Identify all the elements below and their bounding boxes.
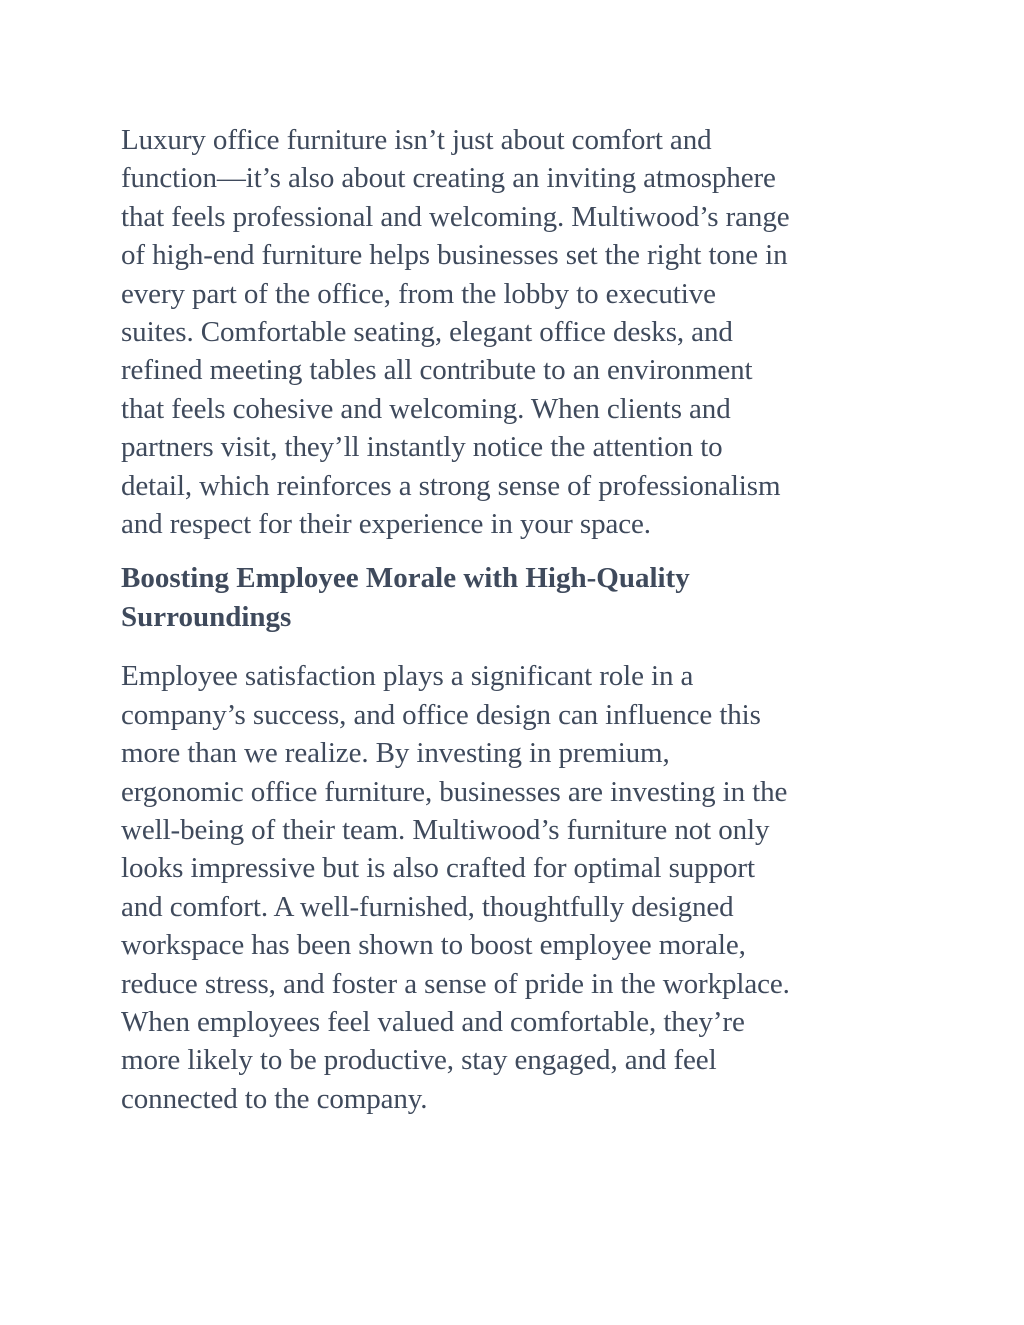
paragraph-line: reduce stress, and foster a sense of pride in the workplace. (121, 967, 790, 1000)
paragraph-line: detail, which reinforces a strong sense of professionalism (121, 469, 781, 502)
paragraph-line: well-being of their team. Multiwood’s furniture not only (121, 813, 770, 846)
morale-paragraph (121, 657, 911, 1118)
paragraph-line: more likely to be productive, stay engaged, and feel (121, 1044, 717, 1077)
paragraph-line: every part of the office, from the lobby to executive (121, 277, 716, 310)
paragraph-line: that feels cohesive and welcoming. When clients and (121, 392, 731, 425)
paragraph-line: looks impressive but is also crafted for optimal support (121, 852, 755, 885)
paragraph-line: ergonomic office furniture, businesses are investing in the (121, 775, 788, 808)
paragraph-line: that feels professional and welcoming. Multiwood’s range (121, 200, 790, 233)
paragraph-line: refined meeting tables all contribute to an environment (121, 354, 753, 387)
paragraph-line: Luxury office furniture isn’t just about comfort and (121, 124, 712, 156)
paragraph-line: company’s success, and office design can influence this (121, 698, 761, 731)
paragraph-line: connected to the company. (121, 1082, 428, 1115)
paragraph-line: partners visit, they’ll instantly notice the attention to (121, 431, 723, 464)
paragraph-line: and comfort. A well-furnished, thoughtfully designed (121, 890, 734, 923)
paragraph-line: suites. Comfortable seating, elegant office desks, and (121, 316, 733, 349)
heading-line: Boosting Employee Morale with High-Quality (121, 562, 690, 595)
paragraph-line: more than we realize. By investing in premium, (121, 737, 670, 770)
paragraph-line: When employees feel valued and comfortable, they’re (121, 1005, 745, 1038)
intro-paragraph (121, 121, 911, 543)
section-heading (121, 559, 911, 636)
heading-line: Surroundings (121, 600, 292, 633)
document-page (121, 121, 911, 1118)
paragraph-line: Employee satisfaction plays a significant role in a (121, 660, 694, 693)
paragraph-line: and respect for their experience in your space. (121, 508, 651, 541)
paragraph-line: function—it’s also about creating an inviting atmosphere (121, 162, 776, 195)
paragraph-line: workspace has been shown to boost employee morale, (121, 929, 746, 962)
paragraph-line: of high-end furniture helps businesses set the right tone in (121, 239, 788, 272)
